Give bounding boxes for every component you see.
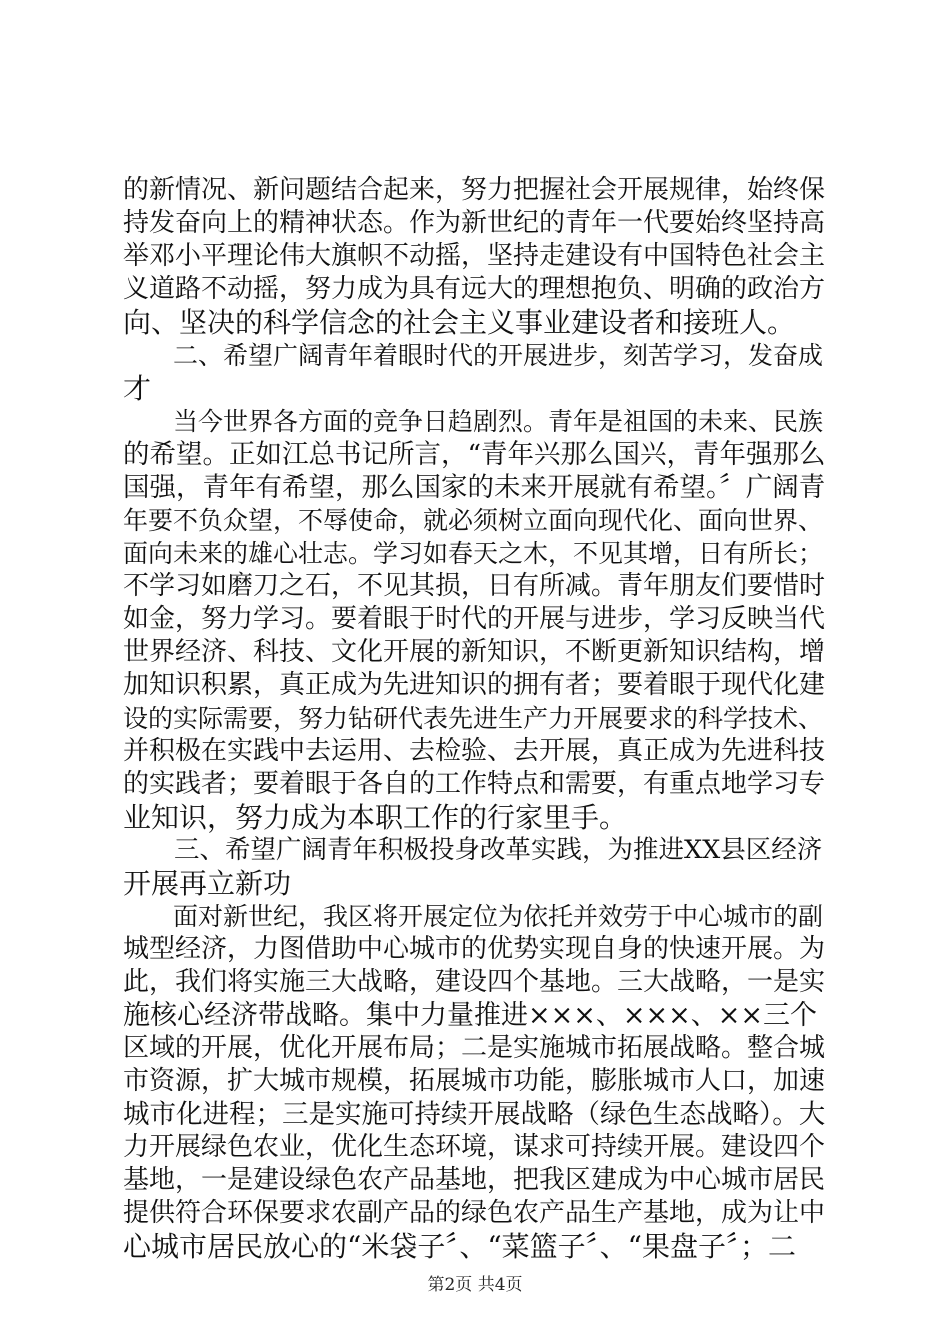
text-line: 二、希望广阔青年着眼时代的开展进步，刻苦学习，发奋成 [123,341,824,370]
text-line: 当今世界各方面的竞争日趋剧烈。青年是祖国的未来、民族 [123,407,824,436]
text-line: 市资源，扩大城市规模，拓展城市功能，膨胀城市人口，加速 [123,1066,826,1096]
text-line: 的实践者；要着眼于各自的工作特点和需要，有重点地学习专 [123,769,826,799]
text-line: 才 [123,372,152,405]
page-footer: 第2页 共4页 [427,1275,523,1295]
text-line: 持发奋向上的精神状态。作为新世纪的青年一代要始终坚持高 [123,208,826,238]
text-line: 城型经济，力图借助中心城市的优势实现自身的快速开展。为 [123,934,826,964]
text-line: 城市化进程；三是实施可持续开展战略（绿色生态战略）。大 [123,1099,826,1130]
text-line: 举邓小平理论伟大旗帜不动摇，坚持走建设有中国特色社会主 [123,241,826,271]
text-line: 力开展绿色农业，优化生态环境，谋求可持续开展。建设四个 [123,1132,826,1162]
text-line: 年要不负众望，不辱使命，就必须树立面向现代化、面向世界、 [123,506,824,535]
text-line: 基地，一是建设绿色农产品基地，把我区建成为中心城市居民 [123,1165,826,1195]
text-line: 并积极在实践中去运用、去检验、去开展，真正成为先进科技 [123,736,826,766]
text-line: 世界经济、科技、文化开展的新知识，不断更新知识结构，增 [123,637,826,667]
text-line: 此，我们将实施三大战略，建设四个基地。三大战略，一是实 [123,967,826,997]
document-body [123,174,829,1263]
text-line: 提供符合环保要求农副产品的绿色农产品生产基地，成为让中 [123,1198,826,1228]
text-line: 的希望。正如江总书记所言，“青年兴那么国兴，青年强那么 [123,439,826,470]
text-line: 业知识，努力成为本职工作的行家里手。 [123,801,628,834]
text-line: 如金，努力学习。要着眼于时代的开展与进步，学习反映当代 [123,604,826,634]
text-line: 向、坚决的科学信念的社会主义事业建设者和接班人。 [123,306,796,339]
text-line: 面向未来的雄心壮志。学习如春天之木，不见其增，日有所长； [123,539,824,568]
text-line: 国强，青年有希望，那么国家的未来开展就有希望。〞广阔青 [123,472,826,503]
text-line: 三、希望广阔青年积极投身改革实践，为推进XX县区经济 [123,835,823,865]
text-line: 不学习如磨刀之石，不见其损，日有所减。青年朋友们要惜时 [123,571,826,601]
text-line: 区域的开展，优化开展布局；二是实施城市拓展战略。整合城 [123,1033,826,1063]
text-line: 心城市居民放心的“米袋子〞、“菜篮子〞、“果盘子〞；二 [123,1230,796,1263]
text-line: 加知识积累，真正成为先进知识的拥有者；要着眼于现代化建 [123,670,826,700]
text-line: 设的实际需要，努力钻研代表先进生产力开展要求的科学技术、 [123,704,824,733]
text-line: 面对新世纪，我区将开展定位为依托并效劳于中心城市的副 [123,902,824,931]
text-line: 开展再立新功 [123,867,292,900]
text-line: 义道路不动摇，努力成为具有远大的理想抱负、明确的政治方 [123,274,826,304]
text-line: 施核心经济带战略。集中力量推进×××、×××、××三个 [123,1000,817,1031]
text-line: 的新情况、新问题结合起来，努力把握社会开展规律，始终保 [123,175,826,205]
